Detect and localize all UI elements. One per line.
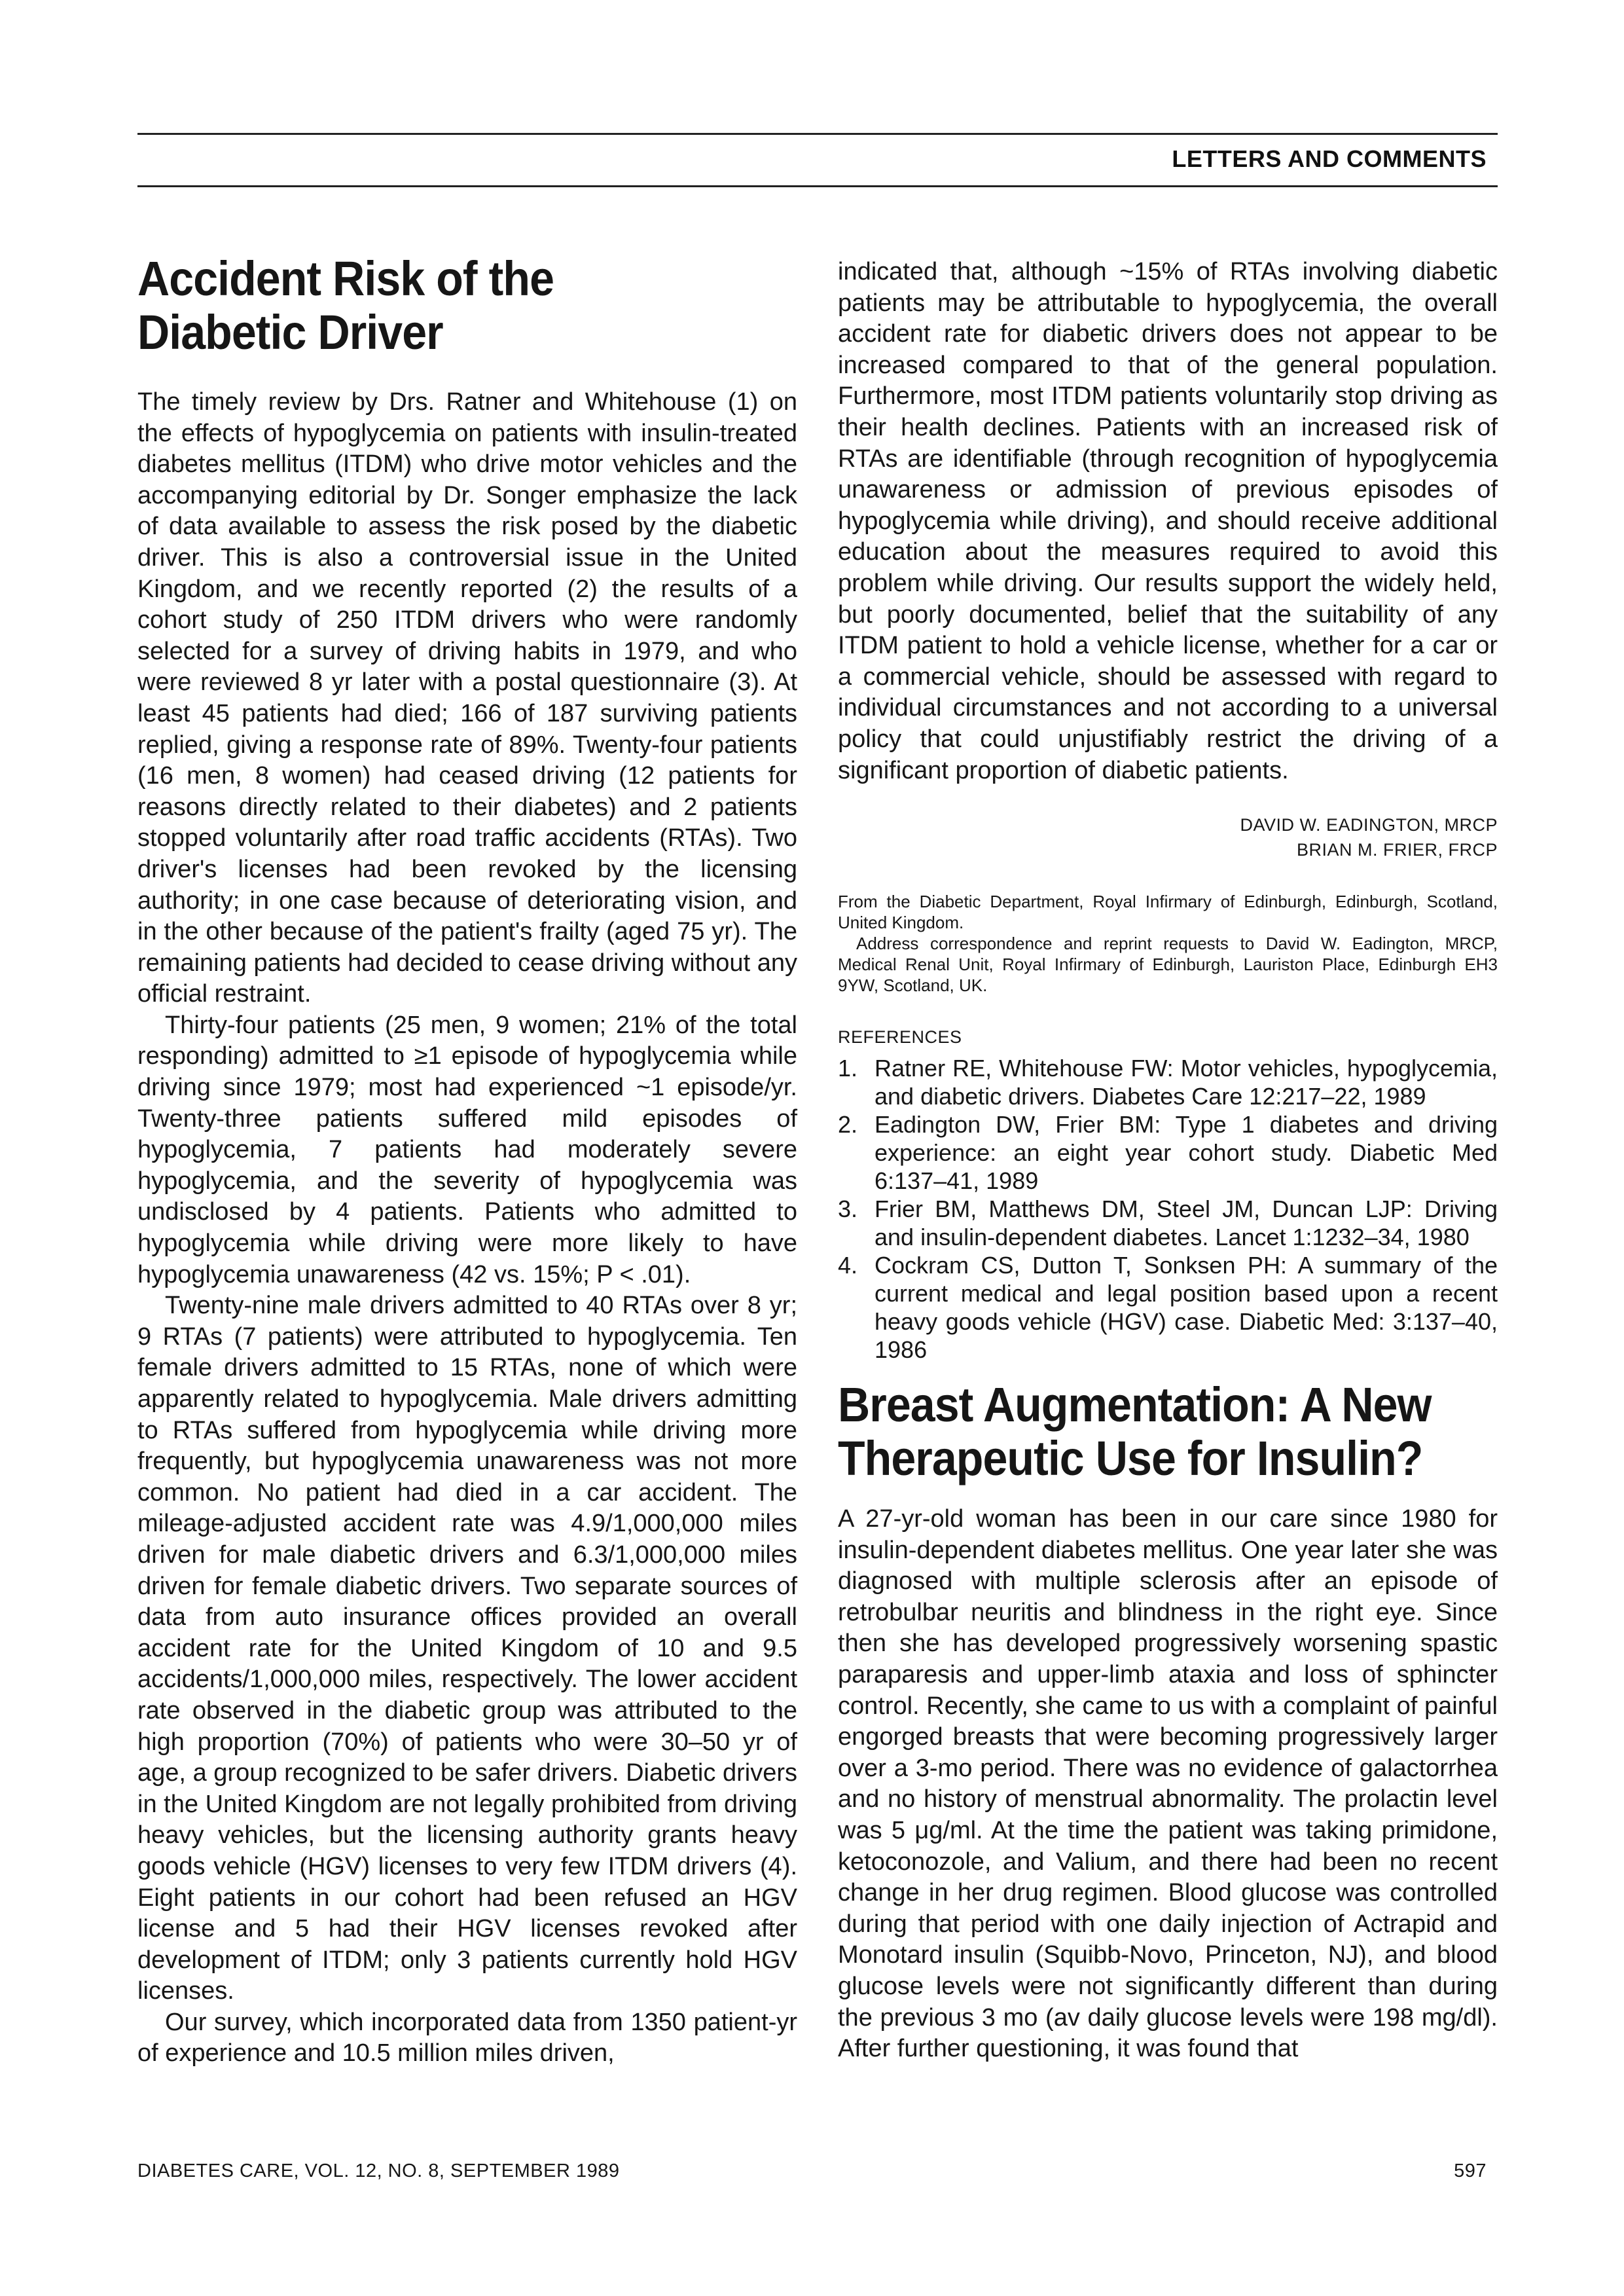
footer-journal-citation: DIABETES CARE, VOL. 12, NO. 8, SEPTEMBER 1989 <box>137 2160 620 2181</box>
reference-item: 2. Eadington DW, Frier BM: Type 1 diabetes and driving experience: an eight year cohort study. Diabetic Med 6:137–41, 1989 <box>838 1111 1498 1195</box>
references-heading: REFERENCES <box>838 1027 962 1048</box>
article2-paragraph: A 27-yr-old woman has been in our care since 1980 for insulin-dependent diabetes mellitus. One year later she was diagnosed with multiple sclerosis after an episode of retrobulbar neuritis and blindness in the right eye. Since then she has developed progressively worsening spastic paraparesis and upper-limb ataxia and loss of sphincter control. Recently, she came to us with a complaint of painful engorged breasts that were becoming progressively larger over a 3-mo period. There was no evidence of galactorrhea and no history of menstrual abnormality. The prolactin level was 5 μg/ml. At the time the patient was taking primidone, ketoconozole, and Valium, and there had been no recent change in her drug regimen. Blood glucose was controlled during that period with one daily injection of Actrapid and Monotard insulin (Squibb-Novo, Princeton, NJ), and blood glucose levels were not significantly different than during the previous 3 mo (av daily glucose levels were 198 mg/dl). After further questioning, it was found that <box>838 1505 1498 2063</box>
article1-paragraph-2: Thirty-four patients (25 men, 9 women; 21% of the total responding) admitted to ≥1 episode of hypoglycemia while driving since 1979; most had experienced ~1 episode/yr. Twenty-three patients suffered mild episodes of hypoglycemia, 7 patients had moderately severe hypoglycemia, and the severity of hypoglycemia was undisclosed by 4 patients. Patients who admitted to hypoglycemia while driving were more likely to have hypoglycemia unawareness (42 vs. 15%; P < .01). <box>137 1011 797 1288</box>
correspondence-text: Address correspondence and reprint requests to David W. Eadington, MRCP, Medical Renal Unit, Royal Infirmary of Edinburgh, Lauriston Place, Edinburgh EH3 9YW, Scotland, UK. <box>838 934 1498 996</box>
article1-title-line2: Diabetic Driver <box>137 305 443 359</box>
article1-paragraph-1: The timely review by Drs. Ratner and Whitehouse (1) on the effects of hypoglycemia on patients with insulin-treated diabetes mellitus (ITDM) who drive motor vehicles and the accompanying editorial by Dr. Songer emphasize the lack of data available to assess the risk posed by the diabetic driver. This is also a controversial issue in the United Kingdom, and we recently reported (2) the results of a cohort study of 250 ITDM drivers who were randomly selected for a survey of driving habits in 1979, and who were reviewed 8 yr later with a postal questionnaire (3). At least 45 patients had died; 166 of 187 surviving patients replied, giving a response rate of 89%. Twenty-four patients (16 men, 8 women) had ceased driving (12 patients for reasons directly related to their diabetes) and 2 patients stopped voluntarily after road traffic accidents (RTAs). Two driver's licenses had been revoked by the licensing authority; in one case because of deteriorating vision, and in the other because of the patient's frailty (aged 75 yr). The remaining patients had decided to cease driving without any official restraint. <box>137 388 797 1008</box>
references-list <box>838 1054 1498 1364</box>
signature-author-1: DAVID W. EADINGTON, MRCP <box>1240 815 1498 835</box>
article2-title <box>838 1378 1445 1485</box>
section-label: LETTERS AND COMMENTS <box>1172 145 1487 172</box>
signature-author-2: BRIAN M. FRIER, FRCP <box>1296 840 1498 860</box>
reference-item: 4. Cockram CS, Dutton T, Sonksen PH: A summary of the current medical and legal position based upon a recent heavy goods vehicle (HGV) case. Diabetic Med: 3:137–40, 1986 <box>838 1252 1498 1364</box>
article1-paragraph-4: Our survey, which incorporated data from 1350 patient-yr of experience and 10.5 million miles driven, <box>137 2008 797 2068</box>
article2-title-line1: Breast Augmentation: A New <box>838 1377 1432 1432</box>
affiliation-block <box>838 891 1498 996</box>
reference-item: 1. Ratner RE, Whitehouse FW: Motor vehicles, hypoglycemia, and diabetic drivers. Diabetes Care 12:217–22, 1989 <box>838 1055 1498 1110</box>
reference-item: 3. Frier BM, Matthews DM, Steel JM, Duncan LJP: Driving and insulin-dependent diabetes. Lancet 1:1232–34, 1980 <box>838 1195 1498 1251</box>
article2-title-line2: Therapeutic Use for Insulin? <box>838 1431 1423 1486</box>
signature-block <box>838 812 1498 862</box>
header-bottom-rule <box>137 185 1498 187</box>
article1-paragraph-5: indicated that, although ~15% of RTAs involving diabetic patients may be attributable to hypoglycemia, the overall accident rate for diabetic drivers does not appear to be increased compared to that of the general population. Furthermore, most ITDM patients voluntarily stop driving as their health declines. Patients with an increased risk of RTAs are identifiable (through recognition of hypoglycemia unawareness or admission of previous episodes of hypoglycemia while driving), and should receive additional education about the measures required to avoid this problem while driving. Our results support the widely held, but poorly documented, belief that the suitability of any ITDM patient to hold a vehicle license, whether for a car or a commercial vehicle, should be assessed with regard to individual circumstances and not according to a universal policy that could unjustifiably restrict the driving of a significant proportion of diabetic patients. <box>838 258 1498 784</box>
header-top-rule <box>137 133 1498 135</box>
right-column <box>838 257 1498 2065</box>
affiliation-text: From the Diabetic Department, Royal Infirmary of Edinburgh, Edinburgh, Scotland, United Kingdom. <box>838 892 1498 933</box>
left-column <box>137 252 797 2069</box>
article1-title-line1: Accident Risk of the <box>137 251 554 306</box>
footer-page-number: 597 <box>1454 2160 1487 2181</box>
article1-title <box>137 252 744 359</box>
article1-paragraph-3: Twenty-nine male drivers admitted to 40 RTAs over 8 yr; 9 RTAs (7 patients) were attributed to hypoglycemia. Ten female drivers admitted to 15 RTAs, none of which were apparently related to hypoglycemia. Male drivers admitting to RTAs suffered from hypoglycemia while driving more frequently, but hypoglycemia unawareness was not more common. No patient had died in a car accident. The mileage-adjusted accident rate was 4.9/1,000,000 miles driven for male diabetic drivers and 6.3/1,000,000 miles driven for female diabetic drivers. Two separate sources of data from auto insurance offices provided an overall accident rate for the United Kingdom of 10 and 9.5 accidents/1,000,000 miles, respectively. The lower accident rate observed in the diabetic group was attributed to the high proportion (70%) of patients who were 30–50 yr of age, a group recognized to be safer drivers. Diabetic drivers in the United Kingdom are not legally prohibited from driving heavy vehicles, but the licensing authority grants heavy goods vehicle (HGV) licenses to very few ITDM drivers (4). Eight patients in our cohort had been refused an HGV license and 5 had their HGV licenses revoked after development of ITDM; only 3 patients currently hold HGV licenses. <box>137 1292 797 2005</box>
